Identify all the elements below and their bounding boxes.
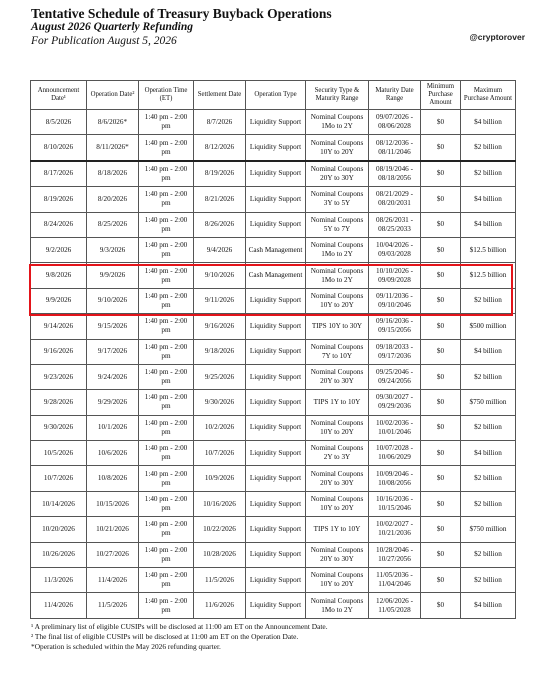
cell-operation-time: 1:40 pm - 2:00 pm [139, 288, 194, 313]
cell-maturity-range: 10/02/2036 - 10/01/2046 [369, 415, 421, 440]
cell-operation-type: Liquidity Support [246, 441, 306, 466]
cell-operation-date: 11/4/2026 [87, 568, 139, 593]
cell-settlement-date: 8/21/2026 [194, 187, 246, 212]
cell-settlement-date: 9/11/2026 [194, 288, 246, 313]
cell-maximum-purchase: $750 million [461, 390, 516, 415]
cell-maximum-purchase: $12.5 billion [461, 263, 516, 288]
cell-minimum-purchase: $0 [421, 161, 461, 187]
cell-operation-date: 9/10/2026 [87, 288, 139, 313]
table-header-row [31, 81, 516, 110]
cell-maximum-purchase: $12.5 billion [461, 237, 516, 262]
cell-maturity-range: 10/16/2036 - 10/15/2046 [369, 491, 421, 516]
cell-operation-date: 10/15/2026 [87, 491, 139, 516]
cell-maturity-range: 10/28/2046 - 10/27/2056 [369, 542, 421, 567]
table-body [31, 110, 516, 619]
cell-operation-time: 1:40 pm - 2:00 pm [139, 314, 194, 339]
cell-operation-time: 1:40 pm - 2:00 pm [139, 237, 194, 262]
cell-operation-date: 9/9/2026 [87, 263, 139, 288]
cell-operation-date: 9/3/2026 [87, 237, 139, 262]
cell-operation-type: Liquidity Support [246, 593, 306, 618]
cell-maximum-purchase: $2 billion [461, 161, 516, 187]
cell-security-type: Nominal Coupons 2Y to 3Y [306, 441, 369, 466]
cell-operation-date: 8/18/2026 [87, 161, 139, 187]
cell-security-type: Nominal Coupons 7Y to 10Y [306, 339, 369, 364]
table-row [31, 568, 516, 593]
cell-security-type: Nominal Coupons 5Y to 7Y [306, 212, 369, 237]
cell-announcement-date: 9/28/2026 [31, 390, 87, 415]
schedule-table [30, 80, 516, 619]
table-row [31, 415, 516, 440]
cell-minimum-purchase: $0 [421, 568, 461, 593]
cell-settlement-date: 8/19/2026 [194, 161, 246, 187]
document-header [31, 6, 531, 48]
table-row [31, 491, 516, 516]
cell-security-type: Nominal Coupons 10Y to 20Y [306, 491, 369, 516]
cell-minimum-purchase: $0 [421, 135, 461, 161]
cell-operation-date: 8/20/2026 [87, 187, 139, 212]
cell-settlement-date: 10/7/2026 [194, 441, 246, 466]
cell-maximum-purchase: $4 billion [461, 339, 516, 364]
table-row [31, 161, 516, 187]
col-maximum-purchase: Maximum Purchase Amount [461, 81, 516, 110]
cell-operation-date: 8/11/2026* [87, 135, 139, 161]
cell-settlement-date: 8/7/2026 [194, 110, 246, 135]
cell-operation-type: Liquidity Support [246, 491, 306, 516]
table-row [31, 135, 516, 161]
cell-maximum-purchase: $750 million [461, 517, 516, 542]
cell-operation-date: 9/29/2026 [87, 390, 139, 415]
footnote-3: *Operation is scheduled within the May 2026 refunding quarter. [31, 642, 221, 651]
cell-operation-time: 1:40 pm - 2:00 pm [139, 161, 194, 187]
cell-maturity-range: 08/12/2036 - 08/11/2046 [369, 135, 421, 161]
cell-security-type: TIPS 1Y to 10Y [306, 517, 369, 542]
cell-maximum-purchase: $4 billion [461, 441, 516, 466]
cell-announcement-date: 10/26/2026 [31, 542, 87, 567]
cell-minimum-purchase: $0 [421, 466, 461, 491]
cell-security-type: Nominal Coupons 20Y to 30Y [306, 542, 369, 567]
cell-maximum-purchase: $4 billion [461, 187, 516, 212]
cell-maximum-purchase: $4 billion [461, 593, 516, 618]
cell-operation-time: 1:40 pm - 2:00 pm [139, 593, 194, 618]
cell-security-type: Nominal Coupons 10Y to 20Y [306, 288, 369, 313]
cell-maximum-purchase: $2 billion [461, 491, 516, 516]
cell-security-type: TIPS 10Y to 30Y [306, 314, 369, 339]
table-row [31, 339, 516, 364]
table-row [31, 542, 516, 567]
cell-announcement-date: 8/5/2026 [31, 110, 87, 135]
cell-operation-type: Liquidity Support [246, 390, 306, 415]
cell-operation-time: 1:40 pm - 2:00 pm [139, 441, 194, 466]
cell-operation-time: 1:40 pm - 2:00 pm [139, 187, 194, 212]
cell-operation-type: Liquidity Support [246, 135, 306, 161]
cell-operation-date: 11/5/2026 [87, 593, 139, 618]
cell-announcement-date: 9/8/2026 [31, 263, 87, 288]
cell-maturity-range: 12/06/2026 - 11/05/2028 [369, 593, 421, 618]
cell-maturity-range: 09/16/2036 - 09/15/2056 [369, 314, 421, 339]
cell-announcement-date: 8/24/2026 [31, 212, 87, 237]
table-row [31, 390, 516, 415]
cell-operation-time: 1:40 pm - 2:00 pm [139, 466, 194, 491]
cell-operation-type: Liquidity Support [246, 110, 306, 135]
cell-operation-time: 1:40 pm - 2:00 pm [139, 542, 194, 567]
cell-settlement-date: 10/22/2026 [194, 517, 246, 542]
cell-maturity-range: 10/07/2028 - 10/06/2029 [369, 441, 421, 466]
col-operation-type: Operation Type [246, 81, 306, 110]
cell-announcement-date: 9/2/2026 [31, 237, 87, 262]
cell-security-type: Nominal Coupons 10Y to 20Y [306, 568, 369, 593]
cell-operation-date: 10/27/2026 [87, 542, 139, 567]
cell-maximum-purchase: $500 million [461, 314, 516, 339]
table-row [31, 364, 516, 389]
cell-operation-date: 10/21/2026 [87, 517, 139, 542]
cell-settlement-date: 9/10/2026 [194, 263, 246, 288]
cell-security-type: Nominal Coupons 1Mo to 2Y [306, 110, 369, 135]
cell-maturity-range: 09/11/2036 - 09/10/2046 [369, 288, 421, 313]
cell-operation-type: Liquidity Support [246, 187, 306, 212]
cell-minimum-purchase: $0 [421, 187, 461, 212]
cell-minimum-purchase: $0 [421, 288, 461, 313]
cell-announcement-date: 9/23/2026 [31, 364, 87, 389]
cell-maturity-range: 10/10/2026 - 09/09/2028 [369, 263, 421, 288]
cell-announcement-date: 9/30/2026 [31, 415, 87, 440]
table-row [31, 263, 516, 288]
cell-security-type: Nominal Coupons 1Mo to 2Y [306, 263, 369, 288]
cell-announcement-date: 10/5/2026 [31, 441, 87, 466]
cell-maturity-range: 08/21/2029 - 08/20/2031 [369, 187, 421, 212]
cell-security-type: TIPS 1Y to 10Y [306, 390, 369, 415]
cell-operation-time: 1:40 pm - 2:00 pm [139, 263, 194, 288]
cell-operation-type: Liquidity Support [246, 568, 306, 593]
col-security-type: Security Type & Maturity Range [306, 81, 369, 110]
col-minimum-purchase: Minimum Purchase Amount [421, 81, 461, 110]
cell-operation-date: 9/17/2026 [87, 339, 139, 364]
cell-security-type: Nominal Coupons 20Y to 30Y [306, 466, 369, 491]
cell-maturity-range: 08/19/2046 - 08/18/2056 [369, 161, 421, 187]
cell-maximum-purchase: $2 billion [461, 568, 516, 593]
table-row [31, 593, 516, 618]
cell-operation-type: Liquidity Support [246, 161, 306, 187]
cell-settlement-date: 8/26/2026 [194, 212, 246, 237]
cell-maturity-range: 10/04/2026 - 09/03/2028 [369, 237, 421, 262]
col-announcement-date: Announcement Date¹ [31, 81, 87, 110]
cell-settlement-date: 10/2/2026 [194, 415, 246, 440]
cell-maximum-purchase: $2 billion [461, 542, 516, 567]
cell-maximum-purchase: $4 billion [461, 110, 516, 135]
cell-operation-type: Liquidity Support [246, 288, 306, 313]
cell-maximum-purchase: $2 billion [461, 415, 516, 440]
cell-maximum-purchase: $2 billion [461, 135, 516, 161]
cell-minimum-purchase: $0 [421, 212, 461, 237]
cell-minimum-purchase: $0 [421, 314, 461, 339]
cell-operation-type: Liquidity Support [246, 339, 306, 364]
cell-operation-date: 9/24/2026 [87, 364, 139, 389]
cell-minimum-purchase: $0 [421, 364, 461, 389]
cell-settlement-date: 9/16/2026 [194, 314, 246, 339]
col-operation-time: Operation Time (ET) [139, 81, 194, 110]
cell-minimum-purchase: $0 [421, 491, 461, 516]
col-settlement-date: Settlement Date [194, 81, 246, 110]
cell-operation-type: Liquidity Support [246, 212, 306, 237]
footnote-2: ² The final list of eligible CUSIPs will be disclosed at 11:00 am ET on the Operation Date. [31, 632, 299, 641]
cell-maturity-range: 09/30/2027 - 09/29/2036 [369, 390, 421, 415]
cell-maturity-range: 09/07/2026 - 08/06/2028 [369, 110, 421, 135]
cell-security-type: Nominal Coupons 10Y to 20Y [306, 135, 369, 161]
cell-security-type: Nominal Coupons 20Y to 30Y [306, 364, 369, 389]
cell-minimum-purchase: $0 [421, 339, 461, 364]
page-subtitle: August 2026 Quarterly Refunding [31, 21, 193, 33]
cell-announcement-date: 9/9/2026 [31, 288, 87, 313]
cell-settlement-date: 9/25/2026 [194, 364, 246, 389]
cell-operation-type: Liquidity Support [246, 364, 306, 389]
cell-settlement-date: 11/6/2026 [194, 593, 246, 618]
cell-announcement-date: 8/17/2026 [31, 161, 87, 187]
watermark-handle: @cryptorover [469, 32, 525, 42]
publication-date: For Publication August 5, 2026 [31, 35, 177, 47]
cell-operation-date: 10/8/2026 [87, 466, 139, 491]
cell-operation-date: 9/15/2026 [87, 314, 139, 339]
cell-operation-type: Liquidity Support [246, 517, 306, 542]
cell-maturity-range: 09/25/2046 - 09/24/2056 [369, 364, 421, 389]
cell-operation-type: Liquidity Support [246, 314, 306, 339]
cell-maximum-purchase: $4 billion [461, 212, 516, 237]
cell-announcement-date: 11/4/2026 [31, 593, 87, 618]
cell-security-type: Nominal Coupons 3Y to 5Y [306, 187, 369, 212]
cell-announcement-date: 8/19/2026 [31, 187, 87, 212]
table-row [31, 110, 516, 135]
cell-maturity-range: 10/09/2046 - 10/08/2056 [369, 466, 421, 491]
cell-operation-type: Liquidity Support [246, 466, 306, 491]
cell-announcement-date: 11/3/2026 [31, 568, 87, 593]
cell-settlement-date: 9/18/2026 [194, 339, 246, 364]
footnote-1: ¹ A preliminary list of eligible CUSIPs will be disclosed at 11:00 am ET on the Announcement Date. [31, 622, 328, 631]
cell-minimum-purchase: $0 [421, 263, 461, 288]
cell-operation-time: 1:40 pm - 2:00 pm [139, 135, 194, 161]
cell-operation-time: 1:40 pm - 2:00 pm [139, 415, 194, 440]
cell-operation-time: 1:40 pm - 2:00 pm [139, 212, 194, 237]
cell-announcement-date: 9/14/2026 [31, 314, 87, 339]
table-row [31, 466, 516, 491]
cell-operation-time: 1:40 pm - 2:00 pm [139, 491, 194, 516]
cell-minimum-purchase: $0 [421, 542, 461, 567]
cell-maturity-range: 08/26/2031 - 08/25/2033 [369, 212, 421, 237]
cell-operation-type: Liquidity Support [246, 542, 306, 567]
cell-security-type: Nominal Coupons 20Y to 30Y [306, 161, 369, 187]
cell-settlement-date: 10/16/2026 [194, 491, 246, 516]
cell-operation-time: 1:40 pm - 2:00 pm [139, 517, 194, 542]
cell-settlement-date: 8/12/2026 [194, 135, 246, 161]
col-maturity-range: Maturity Date Range [369, 81, 421, 110]
cell-settlement-date: 9/4/2026 [194, 237, 246, 262]
table-row [31, 441, 516, 466]
table-row [31, 517, 516, 542]
cell-minimum-purchase: $0 [421, 593, 461, 618]
table-row [31, 187, 516, 212]
cell-operation-time: 1:40 pm - 2:00 pm [139, 364, 194, 389]
cell-maturity-range: 10/02/2027 - 10/21/2036 [369, 517, 421, 542]
cell-minimum-purchase: $0 [421, 390, 461, 415]
cell-operation-date: 10/6/2026 [87, 441, 139, 466]
cell-minimum-purchase: $0 [421, 110, 461, 135]
table-row [31, 314, 516, 339]
cell-minimum-purchase: $0 [421, 441, 461, 466]
cell-maximum-purchase: $2 billion [461, 364, 516, 389]
cell-operation-type: Cash Management [246, 263, 306, 288]
cell-maximum-purchase: $2 billion [461, 288, 516, 313]
cell-settlement-date: 11/5/2026 [194, 568, 246, 593]
table-row [31, 288, 516, 313]
cell-announcement-date: 10/20/2026 [31, 517, 87, 542]
cell-announcement-date: 8/10/2026 [31, 135, 87, 161]
cell-operation-time: 1:40 pm - 2:00 pm [139, 339, 194, 364]
footnotes [31, 622, 531, 652]
table-row [31, 237, 516, 262]
col-operation-date: Operation Date² [87, 81, 139, 110]
cell-operation-time: 1:40 pm - 2:00 pm [139, 568, 194, 593]
cell-settlement-date: 10/9/2026 [194, 466, 246, 491]
cell-security-type: Nominal Coupons 1Mo to 2Y [306, 593, 369, 618]
page-title: Tentative Schedule of Treasury Buyback Operations [31, 6, 332, 21]
cell-settlement-date: 9/30/2026 [194, 390, 246, 415]
cell-settlement-date: 10/28/2026 [194, 542, 246, 567]
cell-operation-date: 10/1/2026 [87, 415, 139, 440]
cell-operation-date: 8/25/2026 [87, 212, 139, 237]
cell-maturity-range: 09/18/2033 - 09/17/2036 [369, 339, 421, 364]
cell-security-type: Nominal Coupons 1Mo to 2Y [306, 237, 369, 262]
cell-minimum-purchase: $0 [421, 415, 461, 440]
cell-minimum-purchase: $0 [421, 517, 461, 542]
cell-operation-type: Liquidity Support [246, 415, 306, 440]
cell-operation-time: 1:40 pm - 2:00 pm [139, 110, 194, 135]
cell-maximum-purchase: $2 billion [461, 466, 516, 491]
cell-announcement-date: 10/7/2026 [31, 466, 87, 491]
cell-announcement-date: 10/14/2026 [31, 491, 87, 516]
cell-announcement-date: 9/16/2026 [31, 339, 87, 364]
cell-operation-date: 8/6/2026* [87, 110, 139, 135]
cell-operation-time: 1:40 pm - 2:00 pm [139, 390, 194, 415]
cell-minimum-purchase: $0 [421, 237, 461, 262]
cell-maturity-range: 11/05/2036 - 11/04/2046 [369, 568, 421, 593]
cell-security-type: Nominal Coupons 10Y to 20Y [306, 415, 369, 440]
table-row [31, 212, 516, 237]
cell-operation-type: Cash Management [246, 237, 306, 262]
